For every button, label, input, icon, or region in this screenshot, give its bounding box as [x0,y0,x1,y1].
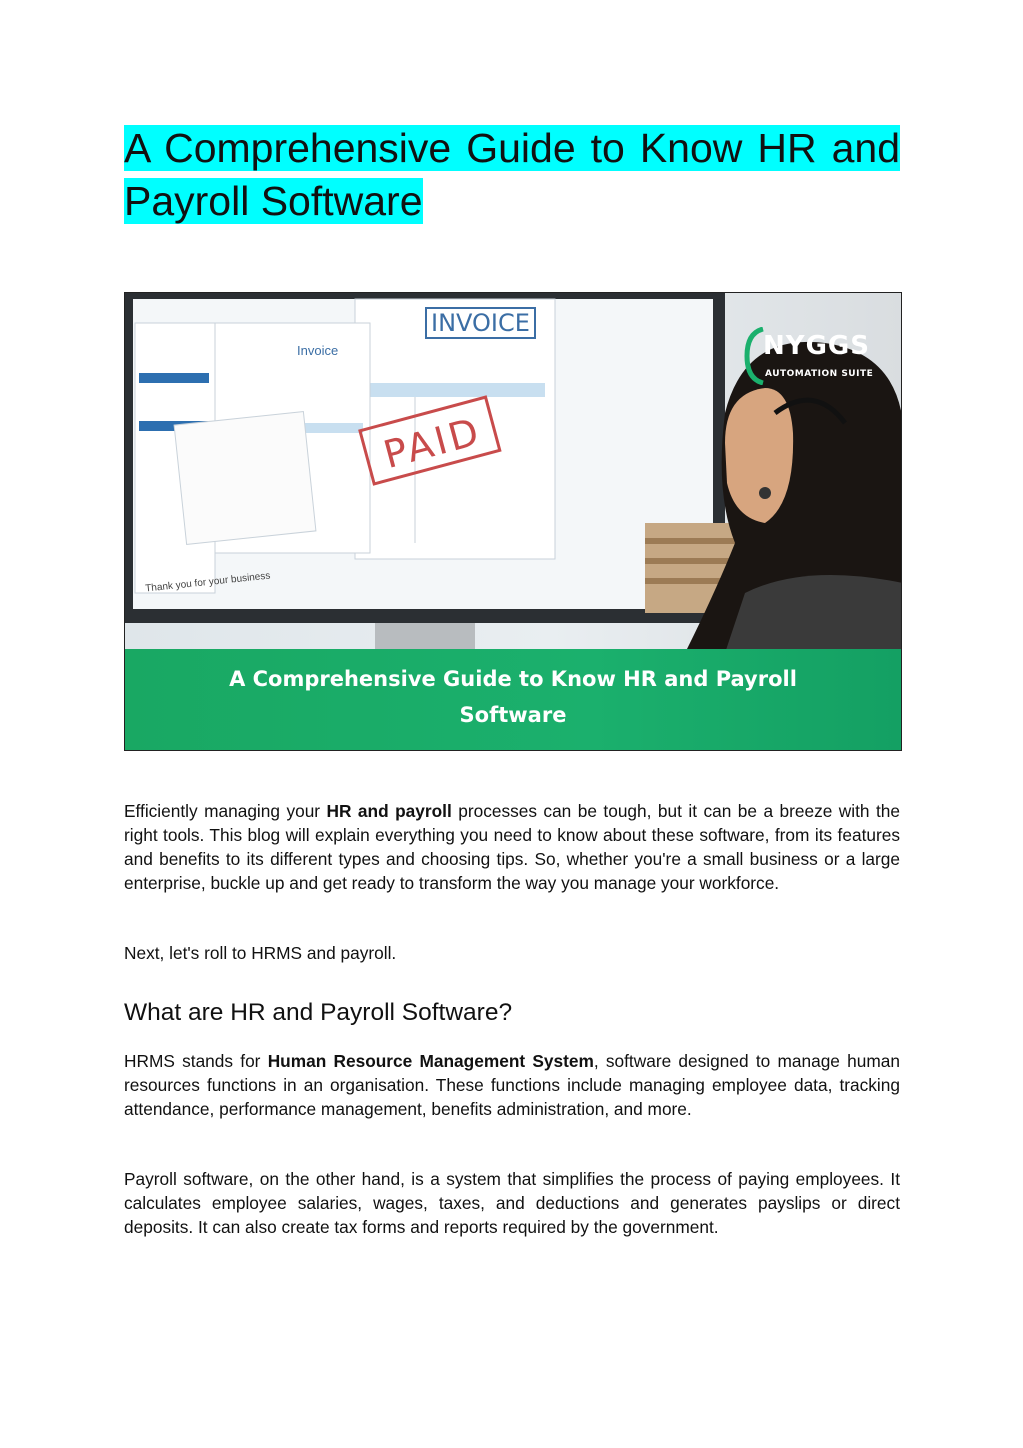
invoice-small-heading: Invoice [297,343,339,358]
banner-line-1: A Comprehensive Guide to Know HR and Payroll [229,667,797,691]
thank-you-note: Thank you for your business [144,570,271,595]
next-paragraph: Next, let's roll to HRMS and payroll. [124,943,397,963]
intro-text-1: Efficiently managing your [124,801,327,821]
logo-brand: NYGGS [763,331,870,361]
title-highlight: A Comprehensive Guide to Know HR and Payroll Software [124,125,900,224]
intro-paragraph [124,799,900,895]
hrms-paragraph [124,1049,900,1121]
payroll-paragraph: Payroll software, on the other hand, is a system that simplifies the process of paying employees. It calculates employee salaries, wages, taxes, and deductions and generates payslips or direct deposits. It can also create tax forms and reports required by the government. [124,1169,900,1237]
banner-line-2: Software [459,703,567,727]
logo-subtitle: AUTOMATION SUITE [765,369,874,379]
nyggs-logo [743,323,893,393]
hrms-text-1: HRMS stands for [124,1051,268,1071]
hero-banner [125,649,901,750]
invoice-heading: INVOICE [425,307,536,339]
page-title [124,122,900,228]
hrms-text-2: , software designed to manage human resources functions in an organisation. These functions include managing employee data, tracking attendance, performance management, benefits administration, and more. [124,1051,900,1119]
hero-image [124,292,902,751]
intro-text-2: processes can be tough, but it can be a breeze with the right tools. This blog will explain everything you need to know about these software, from its features and benefits to its different types and choosing tips. So, whether you're a small business or a large enterprise, buckle up and get ready to transform the way you manage your workforce. [124,801,901,893]
invoice-card-small [174,412,316,545]
intro-bold: HR and payroll [326,801,452,821]
hrms-bold: Human Resource Management System [267,1051,594,1071]
paid-stamp: PAID [378,408,486,478]
section-heading: What are HR and Payroll Software? [124,999,513,1026]
